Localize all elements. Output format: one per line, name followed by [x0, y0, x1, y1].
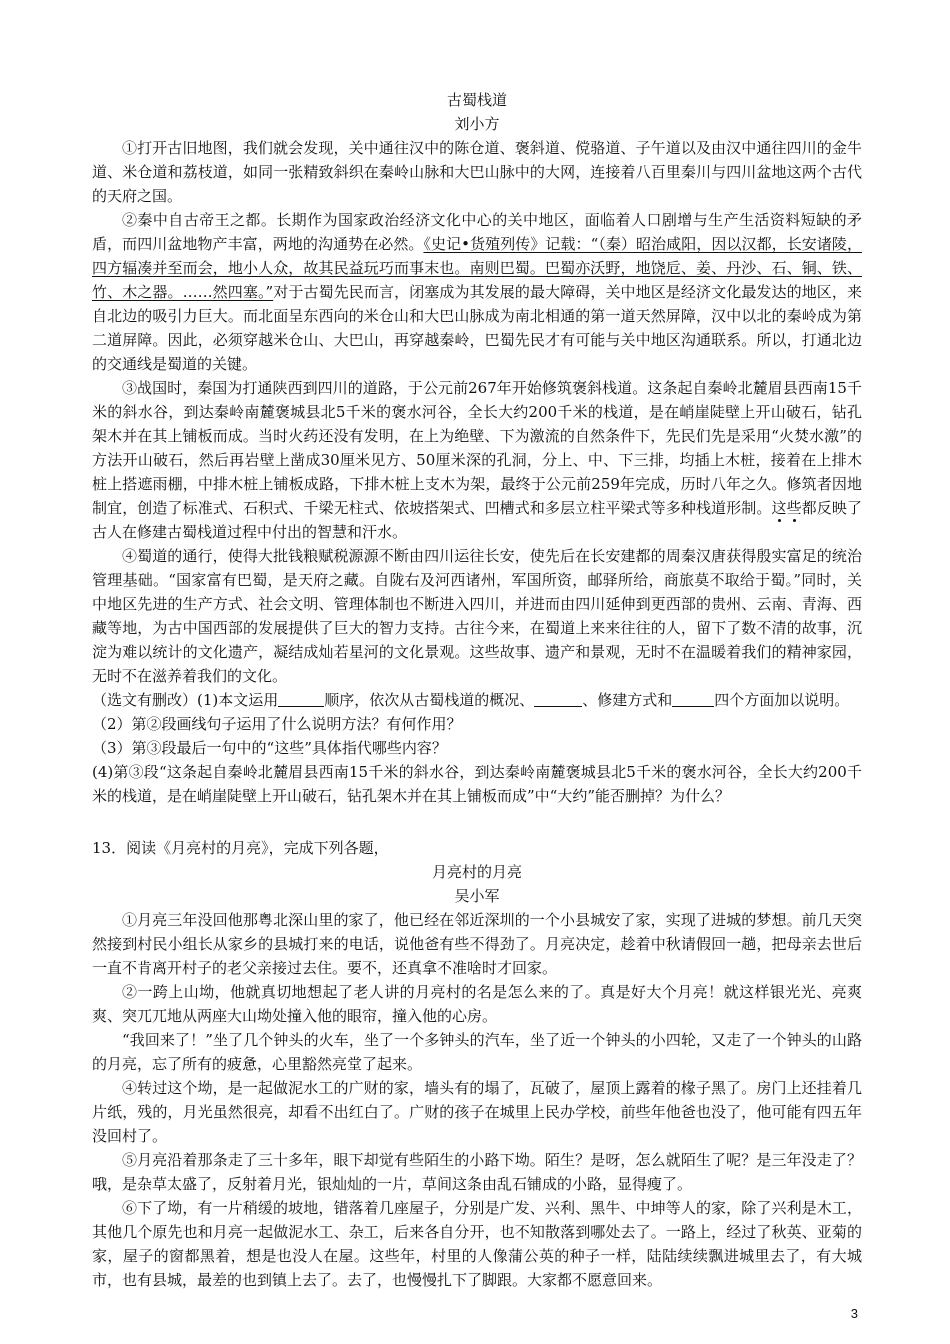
- emphasis-char-1: 这: [771, 499, 787, 517]
- page-content: [92, 88, 862, 1292]
- paragraph-2-text-a: ②秦中自古帝王之都。长期作为国家政治经济文化中心的关中地区，面临着人口剧增与生产生活资料短缺的矛盾，而四川盆地物产丰富，两地的沟通势在必然。: [92, 211, 862, 253]
- question-13-intro: 13．阅读《月亮村的月亮》，完成下列各题，: [92, 839, 389, 857]
- answer-blank-2[interactable]: [534, 691, 582, 707]
- paragraph-2-text-b: 对于古蜀先民而言，闭塞成为其发展的最大障碍，关中地区是经济文化最发达的地区，来自北边的吸引力巨大。而北面呈东西向的米仓山和大巴山脉成为南北相通的第一道天然屏障，汉中以北的秦岭成为第二道屏障。因此，必须穿越米仓山、大巴山，再穿越秦岭，巴蜀先民才有可能与关中地区沟通联系。所以，打通北边的交通线是蜀道的关键。: [92, 283, 862, 373]
- paragraph-3-text-a: ③战国时，秦国为打通陕西到四川的道路，于公元前267年开始修筑褒斜栈道。这条起自秦岭北麓眉县西南15千米的斜水谷，到达秦岭南麓褒城县北5千米的褒水河谷，全长大约200千米的栈道，是在峭崖陡壁上开山破石，钻孔架木并在其上铺板而成。当时火药还没有发明，在上为绝壁、下为激流的自然条件下，先民们先是采用“火焚水激”的方法开山破石，然后再岩壁上凿成30厘米见方、50厘米深的孔洞，分上、中、下三排，均插上木桩，接着在上排木桩上搭遮雨棚，中排木桩上铺板成路，下排木桩上支木为架，最终于公元前259年完成，历时八年之久。修筑者因地制宜，创造了标准式、石积式、千梁无柱式、依坡搭架式、凹槽式和多层立柱平梁式等多种栈道形制。: [92, 379, 862, 517]
- story-paragraph-3: “我回来了！”坐了几个钟头的火车，坐了一个多钟头的汽车，坐了近一个钟头的小四轮，又走了一个钟头的山路的月亮，忘了所有的疲惫，心里豁然亮堂了起来。: [92, 1031, 862, 1073]
- article-title: 古蜀栈道: [446, 91, 507, 109]
- article-author: 刘小方: [454, 115, 500, 133]
- paragraph-2: [92, 208, 862, 376]
- story-paragraph-2: ②一跨上山坳，他就真切地想起了老人讲的月亮村的名是怎么来的了。真是好大个月亮！就这样银光光、亮爽爽、突兀兀地从两座大山坳处撞入他的眼帘，撞入他的心房。: [92, 983, 862, 1025]
- story-paragraph-1: ①月亮三年没回他那粤北深山里的家了，他已经在邻近深圳的一个小县城安了家，实现了进城的梦想。前几天突然接到村民小组长从家乡的县城打来的电话，说他爸有些不得劲了。月亮决定，趁着中秋请假回一趟，把母亲去世后一直不肯离开村子的老父亲接过去住。要不，还真拿不准啥时才回家。: [92, 911, 862, 977]
- story-title: 月亮村的月亮: [431, 863, 522, 881]
- story-paragraph-5: ⑤月亮沿着那条走了三十多年，眼下却觉有些陌生的小路下坳。陌生？是呀，怎么就陌生了呢？是三年没走了？哦，是杂草太盛了，反射着月光，银灿灿的一片，草间这条由乱石铺成的小路，显得瘦了。: [92, 1151, 862, 1193]
- question-4: (4)第③段“这条起自秦岭北麓眉县西南15千米的斜水谷，到达秦岭南麓褒城县北5千米的褒水河谷，全长大约200千米的栈道，是在峭崖陡壁上开山破石，钻孔架木并在其上铺板而成”中“大约”能否删掉？为什么？: [92, 763, 862, 805]
- question-2: （2）第②段画线句子运用了什么说明方法？有何作用？: [92, 715, 462, 733]
- underlined-sentence: 《史记•货殖列传》记载：“（秦）昭治咸阳，因以汉都，长安诸陵，四方辐凑并至而会，地小人众，故其民益玩巧而事末也。南则巴蜀。巴蜀亦沃野，地饶卮、姜、丹沙、石、铜、铁、竹、木之器。……然四塞。”: [92, 235, 862, 301]
- paragraph-3-text-b: 都反映了古人在修建古蜀栈道过程中付出的智慧和汗水。: [92, 499, 862, 541]
- question-3: （3）第③段最后一句中的“这些”具体指代哪些内容？: [92, 739, 447, 757]
- paragraph-3: [92, 376, 862, 544]
- emphasis-char-2: 些: [786, 499, 802, 517]
- paragraph-4: ④蜀道的通行，使得大批钱粮赋税源源不断由四川运往长安，使先后在长安建都的周秦汉唐获得殷实富足的统治管理基础。“国家富有巴蜀，是天府之藏。自陇右及河西诸州，军国所资，邮驿所给，商旅莫不取给于蜀。”同时，关中地区先进的生产方式、社会文明、管理体制也不断进入四川，并进而由四川延伸到更西部的贵州、云南、青海、西藏等地，为古中国西部的发展提供了巨大的智力支持。古往今来，在蜀道上来来往往的人，留下了数不清的故事，沉淀为难以统计的文化遗产，凝结成灿若星河的文化景观。这些故事、遗产和景观，无时不在温暖着我们的精神家园，无时不在滋养着我们的文化。: [92, 547, 862, 685]
- page-number: 3: [850, 1306, 858, 1321]
- story-paragraph-4: ④转过这个坳，是一起做泥水工的广财的家，墙头有的塌了，瓦破了，屋顶上露着的椽子黑了。房门上还挂着几片纸，残的，月光虽然很亮，却看不出红白了。广财的孩子在城里上民办学校，前些年他爸也没了，他可能有四五年没回村了。: [92, 1079, 862, 1145]
- section-gap: [92, 808, 862, 836]
- paragraph-1: ①打开古旧地图，我们就会发现，关中通往汉中的陈仓道、褒斜道、傥骆道、子午道以及由汉中通往四川的金牛道、米仓道和荔枝道，如同一张精致斜织在秦岭山脉和大巴山脉中的大网，连接着八百里秦川与四川盆地这两个古代的天府之国。: [92, 139, 862, 205]
- answer-blank-3[interactable]: [672, 691, 714, 707]
- story-paragraph-6: ⑥下了坳，有一片稍缓的坡地，错落着几座屋子，分别是广发、兴利、黑牛、中坤等人的家，除了兴利是木工，其他几个原先也和月亮一起做泥水工、杂工，后来各自分开，也不知散落到哪处去了。一路上，经过了秋英、亚菊的家，屋子的窗都黑着，想是也没人在屋。这些年，村里的人像蒲公英的种子一样，陆陆续续飘进城里去了，有大城市，也有县城，最差的也到镇上去了。去了，也慢慢扎下了脚跟。大家都不愿意回来。: [92, 1199, 862, 1289]
- story-author: 吴小军: [454, 887, 500, 905]
- question-1: （选文有删改）(1)本文运用 顺序，依次从古蜀栈道的概况、 、修建方式和 四个方面加以说明。: [92, 691, 850, 709]
- answer-blank-1[interactable]: [278, 691, 324, 707]
